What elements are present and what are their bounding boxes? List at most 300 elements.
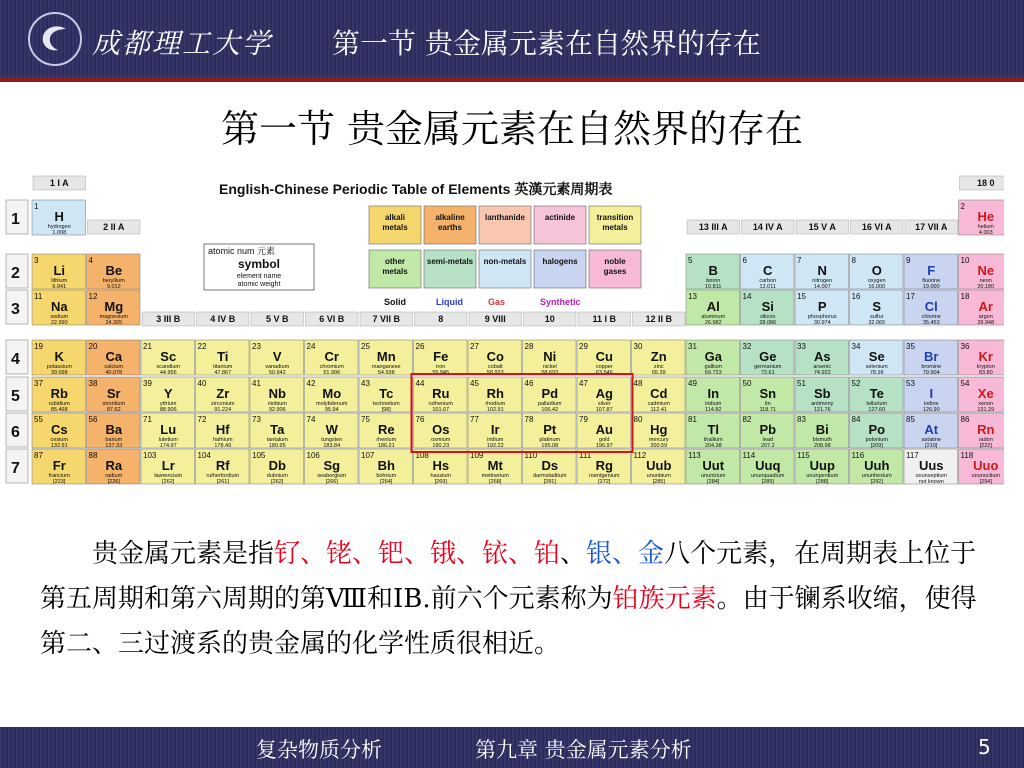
element-name: technetium [372, 401, 400, 407]
element-name: scandium [156, 364, 181, 370]
element-symbol: Lr [161, 458, 175, 473]
element-name: carbon [759, 278, 777, 284]
element-name: tantalum [266, 437, 288, 443]
element-weight: [209] [870, 443, 883, 449]
element-name: dubnium [266, 473, 288, 479]
element-symbol: Pb [759, 422, 777, 437]
element-symbol: Ar [978, 299, 993, 314]
element-weight: [268] [489, 479, 502, 485]
paragraph-text-1: 贵金属元素是指 [92, 539, 275, 569]
element-name: meitnerium [481, 473, 509, 479]
element-weight: [226] [107, 479, 120, 485]
element-number: 80 [633, 415, 643, 424]
element-name: chromium [319, 364, 344, 370]
element-weight: 178.49 [214, 443, 232, 449]
element-name: astatine [921, 437, 941, 443]
element-name: lead [762, 437, 773, 443]
element-name: roentgenium [588, 473, 620, 479]
element-weight: 132.91 [50, 443, 68, 449]
element-symbol: Uuo [973, 458, 999, 473]
element-symbol: P [817, 299, 827, 314]
element-symbol: Xe [977, 386, 994, 401]
group-label: 6 VI B [319, 314, 345, 324]
element-symbol: O [871, 263, 882, 278]
element-weight: 186.21 [377, 443, 395, 449]
element-number: 107 [361, 451, 375, 460]
element-name: tungsten [321, 437, 343, 443]
element-weight: 126.90 [922, 407, 940, 413]
element-weight: 112.41 [650, 407, 667, 413]
element-symbol: Sg [323, 458, 341, 473]
element-symbol: Hs [432, 458, 450, 473]
element-number: 105 [252, 451, 266, 460]
element-number: 88 [88, 451, 98, 460]
element-weight: 63.546 [595, 370, 613, 376]
element-symbol: Hf [215, 422, 230, 437]
element-weight: 131.29 [977, 407, 995, 413]
element-number: 71 [143, 415, 152, 424]
body-paragraph [40, 532, 990, 667]
element-symbol: Uub [646, 458, 672, 473]
element-name: xenon [978, 401, 994, 407]
element-number: 27 [470, 342, 479, 351]
element-symbol: Rb [50, 386, 68, 401]
legend-category-label: halogens [542, 257, 578, 266]
element-weight: [272] [598, 479, 611, 485]
element-number: 29 [579, 342, 588, 351]
element-name: polonium [865, 437, 888, 443]
element-number: 43 [361, 379, 370, 388]
legend-category-box [479, 206, 531, 244]
element-name: silicon [760, 314, 776, 320]
element-number: 44 [415, 379, 425, 388]
element-weight: 207.2 [760, 443, 775, 449]
element-symbol: Ti [217, 349, 229, 364]
element-number: 75 [361, 415, 370, 424]
element-number: 6 [742, 256, 747, 265]
element-symbol: Kr [978, 349, 993, 364]
element-symbol: H [54, 209, 64, 224]
legend-category-label: actinide [544, 213, 576, 222]
element-weight: 114.82 [705, 407, 722, 413]
period-number: 4 [11, 351, 20, 368]
element-weight: 183.84 [323, 443, 341, 449]
element-symbol: Db [268, 458, 286, 473]
element-weight: [262] [271, 479, 284, 485]
legend-state: Solid [384, 297, 406, 307]
legend-category-label: alkali [384, 213, 406, 222]
legend-state: Liquid [436, 297, 463, 307]
element-weight: 9.012 [106, 284, 121, 290]
period-number: 6 [11, 424, 20, 441]
group-label: 8 [438, 314, 444, 324]
element-name: silver [597, 401, 611, 407]
element-number: 9 [906, 256, 911, 265]
element-name: titanium [213, 364, 233, 370]
element-weight: 101.07 [432, 407, 450, 413]
element-symbol: Rg [595, 458, 613, 473]
element-symbol: Ir [490, 422, 500, 437]
element-number: 112 [633, 451, 647, 460]
element-symbol: Rh [486, 386, 504, 401]
element-name: darmstadtium [533, 473, 567, 479]
period-number: 7 [11, 460, 20, 477]
element-number: 26 [415, 342, 425, 351]
element-name: ununtrium [701, 473, 726, 479]
element-name: beryllium [102, 278, 125, 284]
legend-category-label: non-metals [483, 257, 527, 266]
element-symbol: F [927, 263, 936, 278]
element-symbol: Fr [52, 458, 66, 473]
element-number: 46 [524, 379, 534, 388]
element-weight: 54.938 [377, 370, 395, 376]
group-label: 3 III B [156, 314, 181, 324]
group-label: 12 II B [645, 314, 673, 324]
element-name: ununbium [646, 473, 671, 479]
element-name: neon [979, 278, 992, 284]
element-number: 40 [197, 379, 207, 388]
element-name: calcium [104, 364, 124, 370]
element-name: arsenic [813, 364, 832, 370]
element-name: tellurium [866, 401, 888, 407]
element-name: rutherfordium [206, 473, 240, 479]
element-name: mercury [648, 437, 669, 443]
silver-gold-elements: 银、金 [586, 539, 665, 569]
legend-category-box [534, 250, 586, 288]
element-name: ununpentium [806, 473, 839, 479]
element-name: palladium [537, 401, 562, 407]
element-symbol: N [817, 263, 827, 278]
element-symbol: Mn [376, 349, 396, 364]
element-number: 25 [361, 342, 370, 351]
element-number: 54 [960, 379, 970, 388]
element-symbol: In [707, 386, 720, 401]
element-weight: 50.942 [268, 370, 286, 376]
element-name: barium [105, 437, 123, 443]
footer-bar [0, 727, 1024, 768]
element-name: cobalt [487, 364, 503, 370]
element-name: krypton [976, 364, 995, 370]
element-name: seaborgium [317, 473, 347, 479]
element-symbol: Au [595, 422, 613, 437]
group-label: 13 III A [698, 222, 728, 232]
element-weight: 65.39 [651, 370, 666, 376]
element-name: nitrogen [812, 278, 833, 284]
element-name: iron [436, 364, 446, 370]
header-title: 第一节 贵金属元素在自然界的存在 [332, 27, 761, 60]
element-name: thallium [703, 437, 723, 443]
element-number: 30 [633, 342, 643, 351]
legend-state: Synthetic [540, 297, 581, 307]
element-symbol: Hg [650, 422, 668, 437]
element-number: 39 [143, 379, 152, 388]
element-number: 12 [88, 292, 98, 301]
element-name: boron [706, 278, 721, 284]
element-number: 106 [306, 451, 320, 460]
element-weight: 24.305 [105, 320, 123, 326]
element-name: oxygen [867, 278, 886, 284]
element-name: cesium [50, 437, 68, 443]
element-name: helium [977, 224, 994, 230]
element-symbol: Uuh [864, 458, 890, 473]
element-symbol: V [272, 349, 282, 364]
element-weight: 19.000 [922, 284, 940, 290]
element-number: 21 [143, 342, 152, 351]
element-name: rubidium [48, 401, 70, 407]
element-name: hafnium [212, 437, 233, 443]
group-label: 4 IV B [210, 314, 236, 324]
element-symbol: K [54, 349, 64, 364]
group-label: 5 V B [265, 314, 289, 324]
element-weight: 192.22 [486, 443, 504, 449]
element-weight: 118.71 [759, 407, 776, 413]
element-symbol: Mg [104, 299, 124, 314]
element-weight: [292] [870, 479, 883, 485]
group-label: 15 V A [808, 222, 836, 232]
university-name: 成都理工大学 [92, 27, 273, 60]
element-number: 19 [34, 342, 43, 351]
element-weight: 74.922 [813, 370, 831, 376]
element-weight: 39.098 [50, 370, 68, 376]
element-name: aluminum [701, 314, 726, 320]
element-name: chlorine [921, 314, 941, 320]
element-symbol: Co [486, 349, 504, 364]
element-name: gallium [704, 364, 722, 370]
element-weight: [222] [979, 443, 992, 449]
element-symbol: Ge [759, 349, 777, 364]
periodic-table-title: English-Chinese Periodic Table of Elements 英漢元素周期表 [219, 181, 613, 197]
element-number: 42 [306, 379, 316, 388]
element-weight: 92.906 [268, 407, 286, 413]
element-weight: 58.693 [541, 370, 559, 376]
element-symbol: Os [432, 422, 450, 437]
element-number: 56 [88, 415, 98, 424]
element-name: argon [978, 314, 993, 320]
element-weight: 16.000 [868, 284, 886, 290]
group-label: 2 II A [103, 222, 125, 232]
group-label: 17 VII A [915, 222, 948, 232]
element-symbol: C [763, 263, 773, 278]
element-name: strontium [102, 401, 126, 407]
element-name: vanadium [265, 364, 290, 370]
element-weight: 69.723 [704, 370, 722, 376]
element-number: 3 [34, 256, 39, 265]
element-number: 76 [415, 415, 425, 424]
element-number: 28 [524, 342, 534, 351]
element-weight: [289] [761, 479, 774, 485]
legend-category-label: metals [602, 223, 628, 232]
element-number: 20 [88, 342, 98, 351]
element-number: 108 [415, 451, 429, 460]
university-logo-icon [28, 12, 82, 66]
element-symbol: Zn [650, 349, 667, 364]
element-weight: 51.996 [323, 370, 341, 376]
element-weight: [288] [816, 479, 829, 485]
element-number: 86 [960, 415, 970, 424]
legend-category-label: semi-metals [426, 257, 474, 266]
element-number: 8 [851, 256, 856, 265]
element-weight: 28.086 [759, 320, 777, 326]
element-name: germanium [753, 364, 782, 370]
legend-state: Gas [488, 297, 506, 307]
element-name: zirconium [210, 401, 235, 407]
element-symbol: Ca [105, 349, 123, 364]
element-name: rhodium [485, 401, 506, 407]
element-symbol: Bh [377, 458, 395, 473]
element-name: francium [48, 473, 70, 479]
element-weight: 40.078 [105, 370, 123, 376]
element-weight: 35.453 [922, 320, 940, 326]
element-weight: [98] [381, 407, 391, 413]
element-number: 5 [688, 256, 693, 265]
element-weight: 208.98 [813, 443, 831, 449]
element-number: 111 [579, 451, 592, 460]
element-name: gold [599, 437, 610, 443]
element-weight: [262] [162, 479, 175, 485]
period-number: 1 [11, 211, 20, 228]
element-symbol: Po [868, 422, 886, 437]
element-weight: 174.97 [159, 443, 177, 449]
element-number: 109 [470, 451, 484, 460]
element-name: iridium [487, 437, 504, 443]
element-number: 32 [742, 342, 752, 351]
element-weight: 204.38 [704, 443, 722, 449]
element-number: 81 [688, 415, 697, 424]
element-weight: 44.956 [159, 370, 177, 376]
element-number: 103 [143, 451, 157, 460]
element-weight: 79.904 [922, 370, 940, 376]
element-number: 52 [851, 379, 861, 388]
element-number: 18 [960, 292, 970, 301]
element-weight: [285] [652, 479, 665, 485]
element-name: potassium [46, 364, 72, 370]
element-name: bohrium [376, 473, 397, 479]
period-number: 3 [11, 301, 20, 318]
element-number: 55 [34, 415, 43, 424]
element-symbol: Se [868, 349, 885, 364]
group-label: 11 I B [592, 314, 617, 324]
element-weight: 127.60 [868, 407, 886, 413]
element-name: sulfur [870, 314, 884, 320]
element-symbol: Tc [379, 386, 394, 401]
element-weight: 200.59 [650, 443, 668, 449]
group-label: 18 0 [976, 178, 995, 188]
element-weight: [210] [925, 443, 938, 449]
element-symbol: Br [924, 349, 939, 364]
element-symbol: Ra [105, 458, 123, 473]
element-weight: [264] [380, 479, 393, 485]
element-weight: [269] [434, 479, 447, 485]
element-symbol: Ga [704, 349, 722, 364]
element-weight: [223] [53, 479, 66, 485]
element-symbol: Nb [268, 386, 286, 401]
element-weight: 10.811 [705, 284, 722, 290]
period-number: 5 [11, 388, 20, 405]
element-weight: 39.948 [977, 320, 995, 326]
element-symbol: Mt [487, 458, 503, 473]
element-symbol: Tl [707, 422, 720, 437]
element-number: 16 [851, 292, 861, 301]
legend-category-box [424, 250, 476, 288]
element-weight: 32.065 [868, 320, 886, 326]
element-weight: 6.941 [52, 284, 67, 290]
element-number: 1 [34, 202, 39, 211]
legend-symbol: symbol [237, 257, 281, 271]
element-number: 82 [742, 415, 752, 424]
element-symbol: Al [706, 299, 720, 314]
element-symbol: Mo [322, 386, 342, 401]
platinum-group-elements: 钌、铑、钯、锇、铱、铂 [274, 539, 561, 569]
element-number: 118 [960, 451, 974, 460]
element-name: niobium [267, 401, 287, 407]
element-symbol: Zr [216, 386, 230, 401]
group-label: 1 I A [49, 178, 69, 188]
page-title: 第一节 贵金属元素在自然界的存在 [220, 107, 804, 151]
element-symbol: As [813, 349, 831, 364]
element-name: rhenium [376, 437, 397, 443]
element-name: bismuth [812, 437, 832, 443]
legend-category-label: noble [604, 257, 626, 266]
element-weight: 4.003 [978, 230, 993, 236]
element-weight: 88.906 [159, 407, 177, 413]
element-number: 34 [851, 342, 861, 351]
element-number: 11 [34, 292, 43, 301]
element-weight: 85.468 [50, 407, 68, 413]
element-name: nickel [542, 364, 557, 370]
element-number: 10 [960, 256, 970, 265]
group-label: 16 VI A [861, 222, 892, 232]
element-symbol: Sc [160, 349, 177, 364]
element-weight: 137.33 [105, 443, 123, 449]
element-number: 117 [906, 451, 919, 460]
legend-category-label: metals [382, 267, 408, 276]
element-symbol: Sr [106, 386, 121, 401]
element-name: molybdenum [316, 401, 348, 407]
element-number: 48 [633, 379, 643, 388]
element-weight: 195.08 [541, 443, 559, 449]
element-number: 87 [34, 451, 43, 460]
element-symbol: Te [869, 386, 884, 401]
element-name: ununoctium [971, 473, 1000, 479]
element-weight: [284] [707, 479, 720, 485]
legend-category-label: transition [596, 213, 634, 222]
element-weight: 78.96 [869, 370, 884, 376]
element-weight: 196.97 [595, 443, 613, 449]
element-number: 35 [906, 342, 915, 351]
group-label: 9 VIII [484, 314, 506, 324]
element-symbol: Re [377, 422, 395, 437]
element-number: 23 [252, 342, 261, 351]
legend-element-name: element name [236, 273, 282, 280]
group-label: 10 [544, 314, 555, 324]
group-label: 14 IV A [752, 222, 783, 232]
footer-course: 复杂物质分析 [256, 738, 382, 762]
element-number: 22 [197, 342, 207, 351]
element-number: 114 [742, 451, 756, 460]
period-number: 2 [11, 265, 20, 282]
element-weight: 102.91 [486, 407, 504, 413]
periodic-table-svg [4, 172, 1004, 514]
element-name: ununhexium [861, 473, 892, 479]
element-number: 41 [252, 379, 261, 388]
element-symbol: Li [53, 263, 66, 278]
element-name: yttrium [160, 401, 177, 407]
element-number: 78 [524, 415, 534, 424]
element-symbol: Lu [160, 422, 177, 437]
element-symbol: Ba [105, 422, 123, 437]
element-symbol: Rn [977, 422, 995, 437]
element-weight: 1.008 [52, 230, 67, 236]
